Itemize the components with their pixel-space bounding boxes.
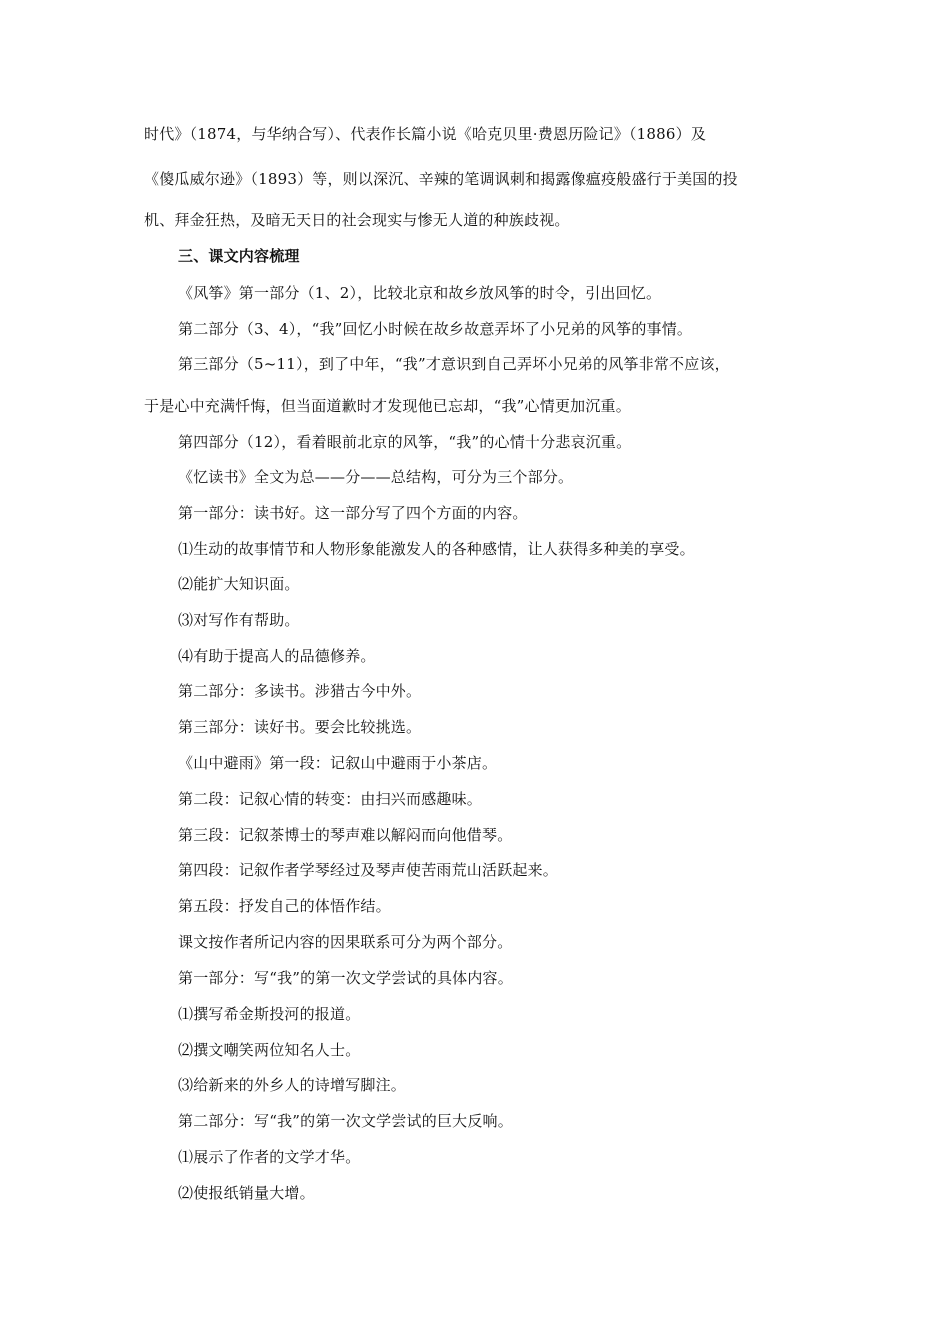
fengzheng-part-2: 第二部分（3、4），“我”回忆小时候在故乡故意弄坏了小兄弟的风筝的事情。 (178, 320, 693, 338)
fengzheng-part-3b: 于是心中充满忏悔，但当面道歉时才发现他已忘却，“我”心情更加沉重。 (144, 397, 631, 415)
shanzhong-duan-5: 第五段：抒发自己的体悟作结。 (178, 897, 391, 915)
intro-line-1: 时代》（1874，与华纳合写）、代表作长篇小说《哈克贝里·费恩历险记》（1886）及 (144, 125, 707, 143)
wenxue-item-3: ⑶给新来的外乡人的诗增写脚注。 (178, 1076, 407, 1094)
wenxue-item-5: ⑵使报纸销量大增。 (178, 1184, 315, 1202)
yidushu-item-2: ⑵能扩大知识面。 (178, 575, 300, 593)
wenxue-intro: 课文按作者所记内容的因果联系可分为两个部分。 (178, 933, 513, 951)
wenxue-item-1: ⑴撰写希金斯投河的报道。 (178, 1005, 361, 1023)
wenxue-item-2: ⑵撰文嘲笑两位知名人士。 (178, 1041, 361, 1059)
intro-line-2: 《傻瓜威尔逊》（1893）等，则以深沉、辛辣的笔调讽刺和揭露像瘟疫般盛行于美国的投 (144, 170, 738, 188)
yidushu-item-3: ⑶对写作有帮助。 (178, 611, 300, 629)
yidushu-intro: 《忆读书》全文为总——分——总结构，可分为三个部分。 (178, 468, 574, 486)
yidushu-part-3: 第三部分：读好书。要会比较挑选。 (178, 718, 422, 736)
fengzheng-part-4: 第四部分（12），看着眼前北京的风筝，“我”的心情十分悲哀沉重。 (178, 433, 632, 451)
wenxue-item-4: ⑴展示了作者的文学才华。 (178, 1148, 361, 1166)
shanzhong-duan-4: 第四段：记叙作者学琴经过及琴声使苦雨荒山活跃起来。 (178, 861, 559, 879)
shanzhong-duan-1: 《山中避雨》第一段：记叙山中避雨于小茶店。 (178, 754, 498, 772)
section-heading: 三、课文内容梳理 (178, 247, 300, 265)
yidushu-part-1: 第一部分：读书好。这一部分写了四个方面的内容。 (178, 504, 528, 522)
shanzhong-duan-2: 第二段：记叙心情的转变：由扫兴而感趣味。 (178, 790, 483, 808)
yidushu-part-2: 第二部分：多读书。涉猎古今中外。 (178, 682, 422, 700)
wenxue-part-2: 第二部分：写“我”的第一次文学尝试的巨大反响。 (178, 1112, 513, 1130)
wenxue-part-1: 第一部分：写“我”的第一次文学尝试的具体内容。 (178, 969, 513, 987)
intro-line-3: 机、拜金狂热，及暗无天日的社会现实与惨无人道的种族歧视。 (144, 211, 570, 229)
fengzheng-part-3a: 第三部分（5~11），到了中年，“我”才意识到自己弄坏小兄弟的风筝非常不应该， (178, 355, 730, 373)
yidushu-item-4: ⑷有助于提高人的品德修养。 (178, 647, 376, 665)
yidushu-item-1: ⑴生动的故事情节和人物形象能激发人的各种感情，让人获得多种美的享受。 (178, 540, 695, 558)
fengzheng-part-1: 《风筝》第一部分（1、2），比较北京和故乡放风筝的时令，引出回忆。 (178, 284, 662, 302)
shanzhong-duan-3: 第三段：记叙茶博士的琴声难以解闷而向他借琴。 (178, 826, 513, 844)
